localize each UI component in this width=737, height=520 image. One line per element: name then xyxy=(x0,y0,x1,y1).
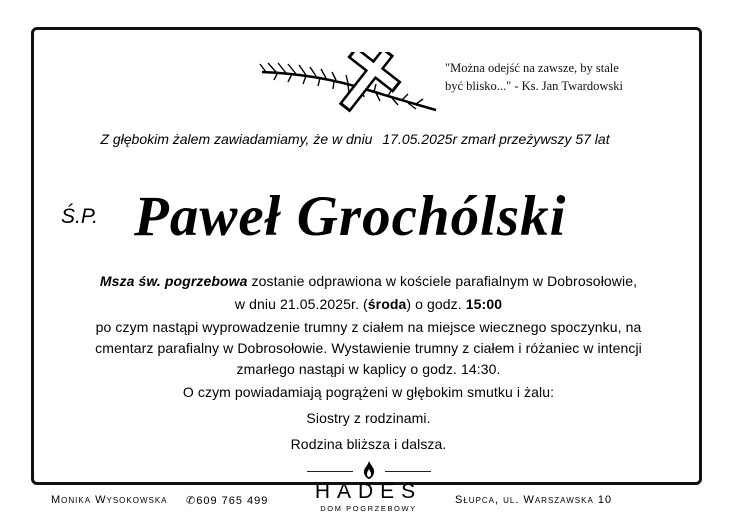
funeral-line-3: po czym nastąpi wyprowadzenie trumny z ciałem na miejsce wiecznego spoczynku, na xyxy=(95,319,642,335)
cross-with-palm-icon xyxy=(258,52,440,114)
mass-text: zostanie odprawiona w kościele parafialnym w Dobrosołowie, xyxy=(251,273,638,289)
closing-line-3: Rodzina bliższa i dalsza. xyxy=(290,436,447,452)
funeral-line-5: zmarłego nastąpi w kaplicy o godz. 14:30. xyxy=(236,361,501,377)
flame-icon xyxy=(361,460,377,480)
intro-line xyxy=(0,131,710,147)
quote-line-2: być blisko..." - Ks. Jan Twardowski xyxy=(445,79,623,93)
deceased-name: Paweł Grochólski xyxy=(134,185,567,248)
footer-rule-right xyxy=(385,471,431,472)
funeral-line-4: cmentarz parafialny w Dobrosołowie. Wystawienie trumny z ciałem i różaniec w intencji xyxy=(95,340,642,356)
quote xyxy=(445,59,685,95)
mass-time: 15:00 xyxy=(465,296,503,312)
funeral-line-1 xyxy=(0,273,737,289)
mass-label: Msza św. pogrzebowa xyxy=(99,273,248,289)
time-prefix: ) o godz. xyxy=(406,296,462,312)
intro-text: Z głębokim żalem zawiadamiamy, że w dniu xyxy=(100,131,373,147)
contact-name: Monika Wysokowska xyxy=(51,494,168,506)
closing-line-1: O czym powiadamiają pogrążeni w głębokim smutku i żalu: xyxy=(182,384,555,400)
footer-rule-left xyxy=(307,471,353,472)
brand-logo: HADES xyxy=(314,480,423,503)
death-date: 17.05.2025r xyxy=(382,131,458,147)
funeral-line-2 xyxy=(0,296,737,312)
date-prefix: w dniu 21.05.2025r. ( xyxy=(234,296,368,312)
intro-rest: zmarł przeżywszy 57 lat xyxy=(461,131,610,147)
address: Słupca, ul. Warszawska 10 xyxy=(455,494,613,506)
closing-line-2: Siostry z rodzinami. xyxy=(306,410,431,426)
brand-subtitle: DOM POGRZEBOWY xyxy=(320,504,417,513)
deceased-prefix: Ś.P. xyxy=(61,205,98,228)
phone-number: ✆609 765 499 xyxy=(186,495,269,507)
quote-line-1: "Można odejść na zawsze, by stale xyxy=(445,61,619,75)
weekday: środa xyxy=(367,296,407,312)
